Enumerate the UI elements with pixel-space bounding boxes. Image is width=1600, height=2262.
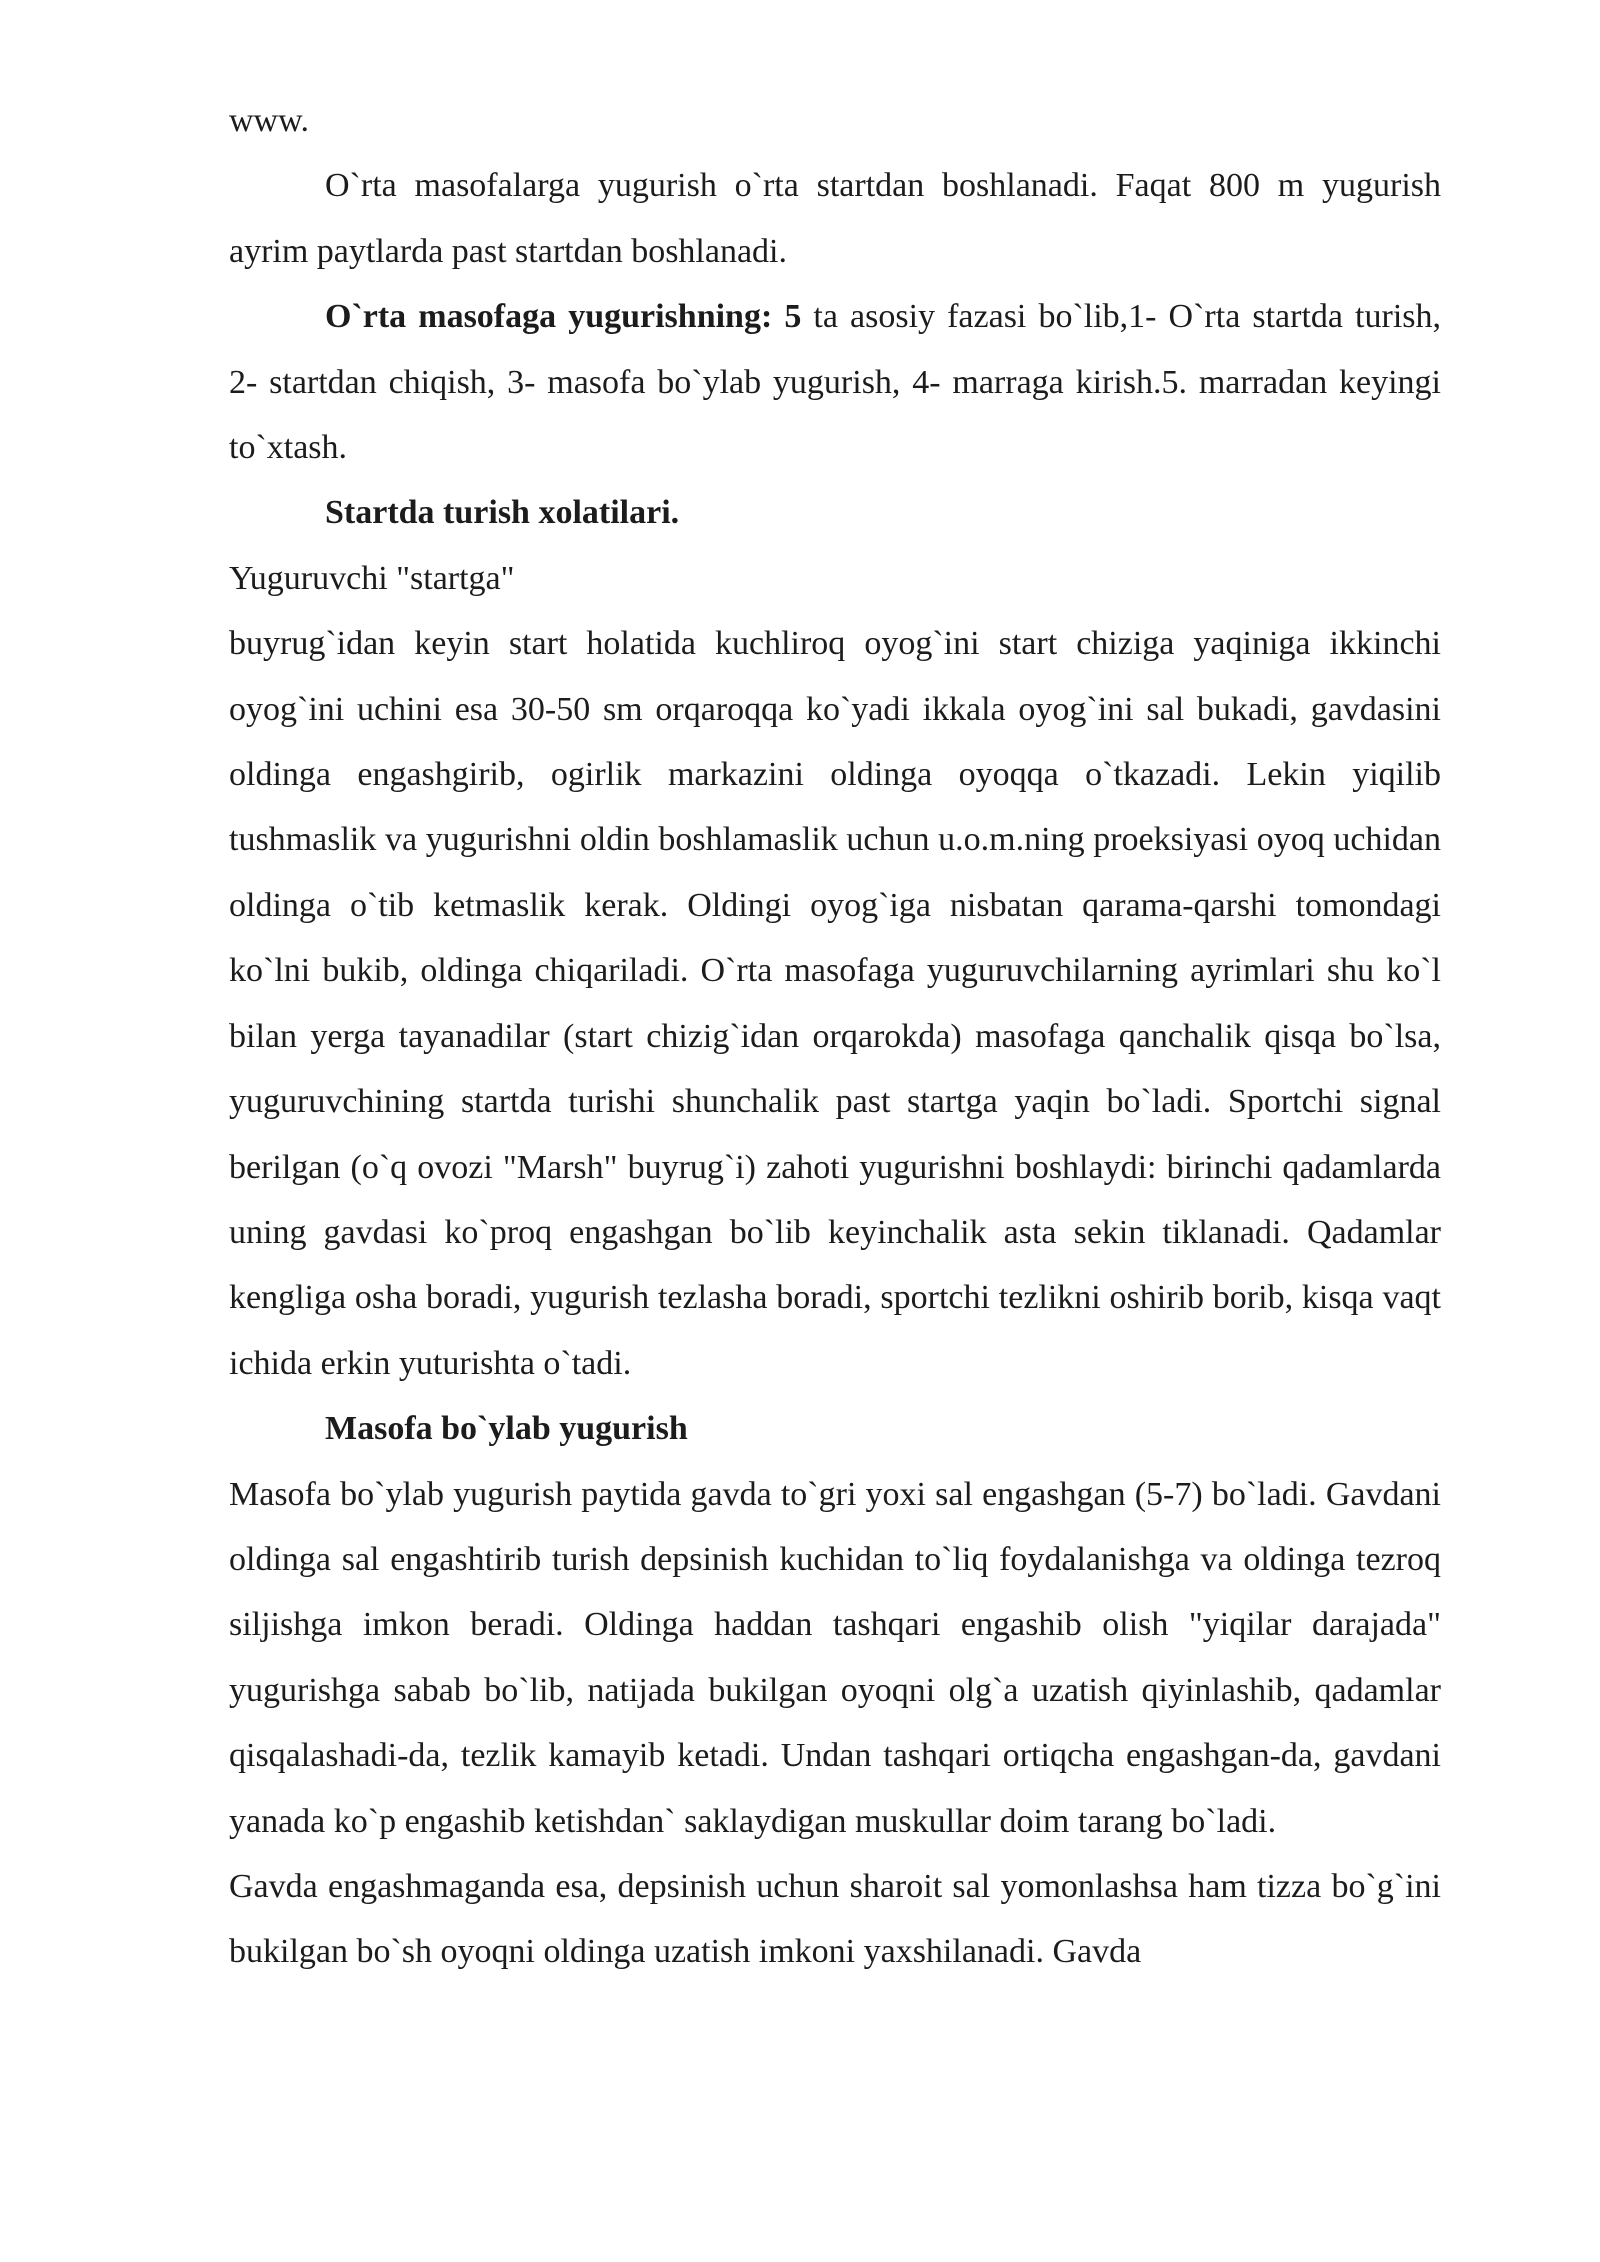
paragraph-distance-body: Masofa bo`ylab yugurish paytida gavda to`gri yoxi sal engashgan (5-7) bo`ladi. Gavdani oldinga sal engashtirib turish depsinish kuchidan to`liq foydalanishga va oldinga tezroq siljishga imkon beradi. Oldinga haddan tashqari engashib olish "yiqilar darajada" yugurishga sabab bo`lib, natijada bukilgan oyoqni olg`a uzatish qiyinlashib, qadamlar qisqalashadi-da, tezlik kamayib ketadi. Undan tashqari ortiqcha engashgan-da, gavdani yanada ko`p engashib ketishdan` saklaydigan muskullar doim tarang bo`ladi. bbox=[229, 1475, 1441, 1840]
paragraph-start-body: buyrug`idan keyin start holatida kuchliroq oyog`ini start chiziga yaqiniga ikkinchi oyog`ini uchini esa 30-50 sm orqaroqqa ko`yadi ikkala oyog`ini sal bukadi, gavdasini oldinga engashgirib, ogirlik markazini oldinga oyoqqa o`tkazadi. Lekin yiqilib tushmaslik va yugurishni oldin boshlamaslik uchun u.o.m.ning proeksiyasi oyoq uchidan oldinga o`tib ketmaslik kerak. Oldingi oyog`iga nisbatan qarama-qarshi tomondagi ko`lni bukib, oldinga chiqariladi. O`rta masofaga yuguruvchilarning ayrimlari shu ko`l bilan yerga tayanadilar (start chizig`idan orqarokda) masofaga qanchalik qisqa bo`lsa, yuguruvchining startda turishi shunchalik past startga yaqin bo`ladi. Sportchi signal berilgan (o`q ovozi "Marsh" buyrug`i) zahoti yugurishni boshlaydi: birinchi qadamlarda uning gavdasi ko`proq engashgan bo`lib keyinchalik asta sekin tiklanadi. Qadamlar kengliga osha boradi, yugurish tezlasha boradi, sportchi tezlikni oshirib borib, kisqa vaqt ichida erkin yuturishta o`tadi. bbox=[229, 625, 1441, 1382]
heading-distance-running: Masofa bo`ylab yugurish bbox=[325, 1410, 688, 1448]
paragraph-start-types: O`rta masofalarga yugurish o`rta startdan boshlanadi. Faqat 800 m yugurish ayrim paytlarda past startdan boshlanadi. bbox=[229, 167, 1441, 270]
top-fragment: www. bbox=[229, 102, 309, 139]
paragraph-upright-body: Gavda engashmaganda esa, depsinish uchun sharoit sal yomonlashsa ham tizza bo`g`ini bukilgan bo`sh oyoqni oldinga uzatish imkoni yaxshilanadi. Gavda bbox=[229, 1867, 1441, 1971]
phases-bold-lead: O`rta masofaga yugurishning: 5 bbox=[325, 298, 802, 336]
paragraph-phases bbox=[229, 284, 1441, 480]
heading-start-positions: Startda turish xolatilari. bbox=[325, 494, 680, 532]
document-page bbox=[229, 88, 1441, 1985]
paragraph-start-command: Yuguruvchi "startga" bbox=[229, 559, 515, 597]
phases-text: ta asosiy fazasi bo`lib,1- O`rta startda turish, 2- startdan chiqish, 3- masofa bo`ylab yugurish, 4- marraga kirish.5. marradan keyingi to`xtash. bbox=[229, 298, 1442, 467]
